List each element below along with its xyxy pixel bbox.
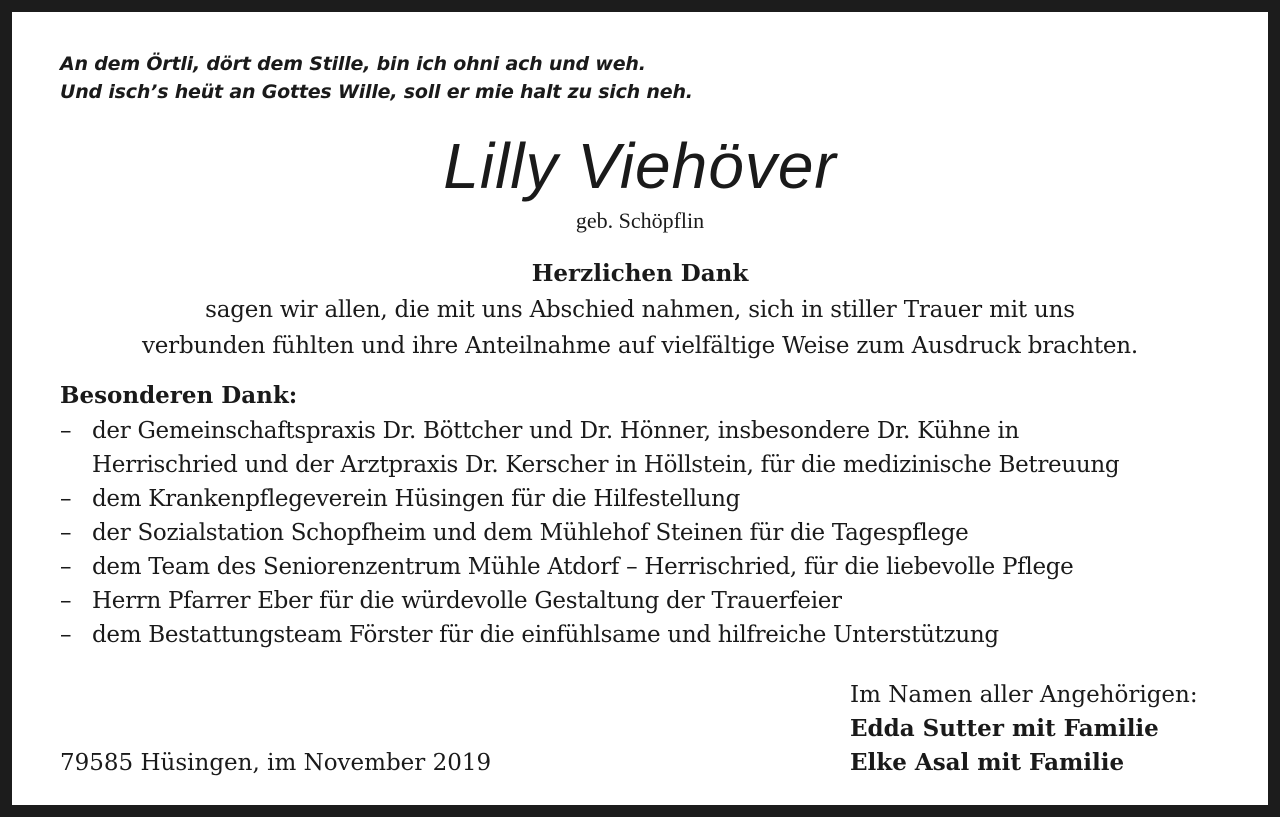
thanks-text [12,292,1268,364]
thanks-heading: Herzlichen Dank [531,260,749,287]
list-item-line: Herrischried und der Arztpraxis Dr. Kerscher in Höllstein, für die medizinische Betreuung [92,452,1120,478]
verse-line-2: Und isch’s heüt an Gottes Wille, soll er mie halt zu sich neh. [60,81,693,103]
signature-block [850,678,1250,780]
thanks-line-2: verbunden fühlten und ihre Anteilnahme auf vielfältige Weise zum Ausdruck brachten. [141,333,1139,359]
list-dash: – [60,520,72,546]
list-item-line: dem Team des Seniorenzentrum Mühle Atdorf – Herrischried, für die liebevolle Pflege [92,554,1074,580]
special-thanks-title: Besonderen Dank: [60,382,298,409]
list-dash: – [60,554,72,580]
list-dash: – [60,622,72,648]
list-item-line: dem Krankenpflegeverein Hüsingen für die Hilfestellung [92,486,741,512]
list-item-line: dem Bestattungsteam Förster für die einfühlsame und hilfreiche Unterstützung [92,622,999,648]
special-thanks-list [60,414,1260,652]
special-thanks-section [60,380,1260,652]
list-item [60,414,1260,482]
signature-intro: Im Namen aller Angehörigen: [850,682,1198,708]
list-dash: – [60,588,72,614]
verse-line-1: An dem Örtli, dört dem Stille, bin ich ohni ach und weh. [60,53,646,75]
place-and-date: 79585 Hüsingen, im November 2019 [60,750,492,776]
list-dash: – [60,486,72,512]
dialect-verse [60,50,960,106]
list-item [60,618,1260,652]
birth-name: geb. Schöpflin [575,208,705,233]
list-item [60,516,1260,550]
list-item [60,550,1260,584]
signer-name: Edda Sutter mit Familie [850,715,1159,742]
list-item [60,482,1260,516]
list-item-line: der Sozialstation Schopfheim und dem Mühlehof Steinen für die Tagespflege [92,520,969,546]
signer-name: Elke Asal mit Familie [850,749,1125,776]
list-item [60,584,1260,618]
list-item-line: Herrn Pfarrer Eber für die würdevolle Gestaltung der Trauerfeier [92,588,842,614]
list-item-line: der Gemeinschaftspraxis Dr. Böttcher und Dr. Hönner, insbesondere Dr. Kühne in [92,418,1020,444]
list-dash: – [60,418,72,444]
thanks-line-1: sagen wir allen, die mit uns Abschied nahmen, sich in stiller Trauer mit uns [205,297,1075,323]
deceased-name: Lilly Viehöver [443,130,837,202]
